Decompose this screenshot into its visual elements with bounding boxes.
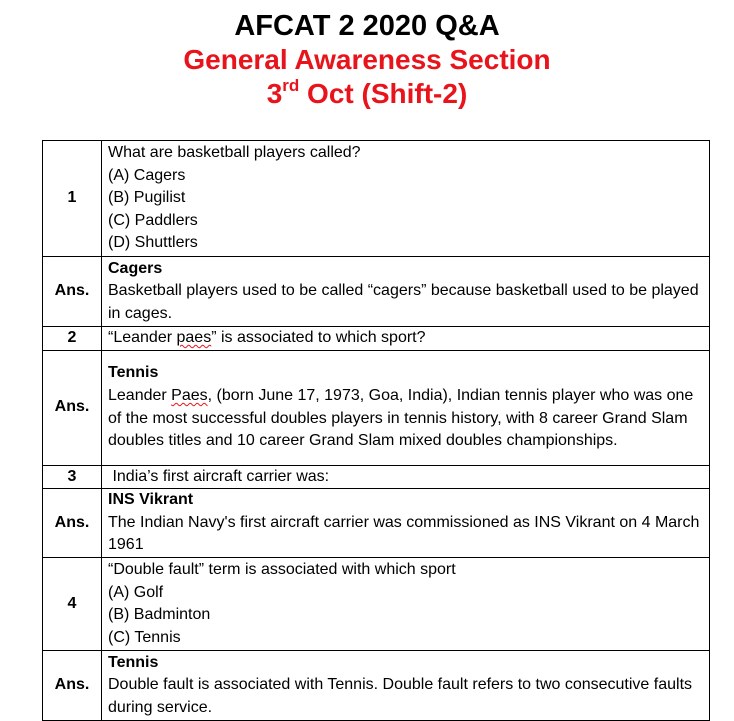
answer-label: Ans. xyxy=(43,257,102,327)
table-row xyxy=(43,489,710,558)
answer-text: Cagers xyxy=(108,259,163,277)
question-text: “Double fault” term is associated with which sport xyxy=(108,561,456,578)
document-title: AFCAT 2 2020 Q&A xyxy=(234,10,500,42)
option-a: (A) Cagers xyxy=(108,166,186,184)
question-text: India’s first aircraft carrier was: xyxy=(102,465,710,489)
question-text-post: ” is associated to which sport? xyxy=(211,329,426,346)
answer-explanation: Basketball players used to be called “cagers” because basketball used to be played in cages. xyxy=(108,282,699,322)
exam-date xyxy=(0,77,734,111)
question-text: What are basketball players called? xyxy=(108,144,361,162)
question-cell xyxy=(102,141,710,257)
option-c: (C) Paddlers xyxy=(108,211,198,229)
spellcheck-word: paes xyxy=(176,329,212,346)
question-cell xyxy=(102,558,710,651)
answer-cell xyxy=(102,651,710,721)
table-row xyxy=(43,327,710,351)
option-c: (C) Tennis xyxy=(108,628,181,646)
question-number: 2 xyxy=(43,327,102,351)
option-b: (B) Pugilist xyxy=(108,189,186,207)
table-row xyxy=(43,465,710,489)
document-header xyxy=(0,9,734,111)
table-row xyxy=(43,558,710,651)
question-text-pre: “Leander xyxy=(108,329,177,346)
question-cell xyxy=(102,327,710,351)
answer-explanation: Double fault is associated with Tennis. Double fault refers to two consecutive faults during service. xyxy=(108,676,693,716)
spellcheck-word: Paes xyxy=(171,387,208,404)
answer-text: Tennis xyxy=(108,364,159,382)
answer-explanation: The Indian Navy's first aircraft carrier was commissioned as INS Vikrant on 4 March 1961 xyxy=(108,513,700,554)
option-b: (B) Badminton xyxy=(108,606,211,624)
exam-date-rest: Oct (Shift-2) xyxy=(299,78,468,109)
table-row xyxy=(43,350,710,465)
answer-label: Ans. xyxy=(43,489,102,558)
question-number: 1 xyxy=(43,141,102,257)
answer-cell xyxy=(102,489,710,558)
option-d: (D) Shuttlers xyxy=(108,234,198,252)
option-a: (A) Golf xyxy=(108,583,164,601)
exam-date-day: 3 xyxy=(266,78,283,109)
answer-cell xyxy=(102,257,710,327)
answer-label: Ans. xyxy=(43,350,102,465)
explanation-pre: Leander xyxy=(108,387,172,404)
question-number: 3 xyxy=(43,465,102,489)
exam-date-suffix: rd xyxy=(282,75,300,95)
answer-text: Tennis xyxy=(108,653,159,671)
explanation-post: , (born June 17, 1973, Goa, India), Indian tennis player who was one of the most successful doubles players in tennis history, with 8 career Grand Slam doubles titles and 10 career Grand Slam mixed doubles championships. xyxy=(108,387,694,450)
section-title: General Awareness Section xyxy=(183,44,551,75)
answer-label: Ans. xyxy=(43,651,102,721)
table-row xyxy=(43,651,710,721)
qa-table xyxy=(42,140,710,721)
question-number: 4 xyxy=(43,558,102,651)
table-row xyxy=(43,141,710,257)
answer-explanation xyxy=(108,385,703,453)
answer-cell xyxy=(102,350,710,465)
table-row xyxy=(43,257,710,327)
answer-text: INS Vikrant xyxy=(108,491,194,509)
